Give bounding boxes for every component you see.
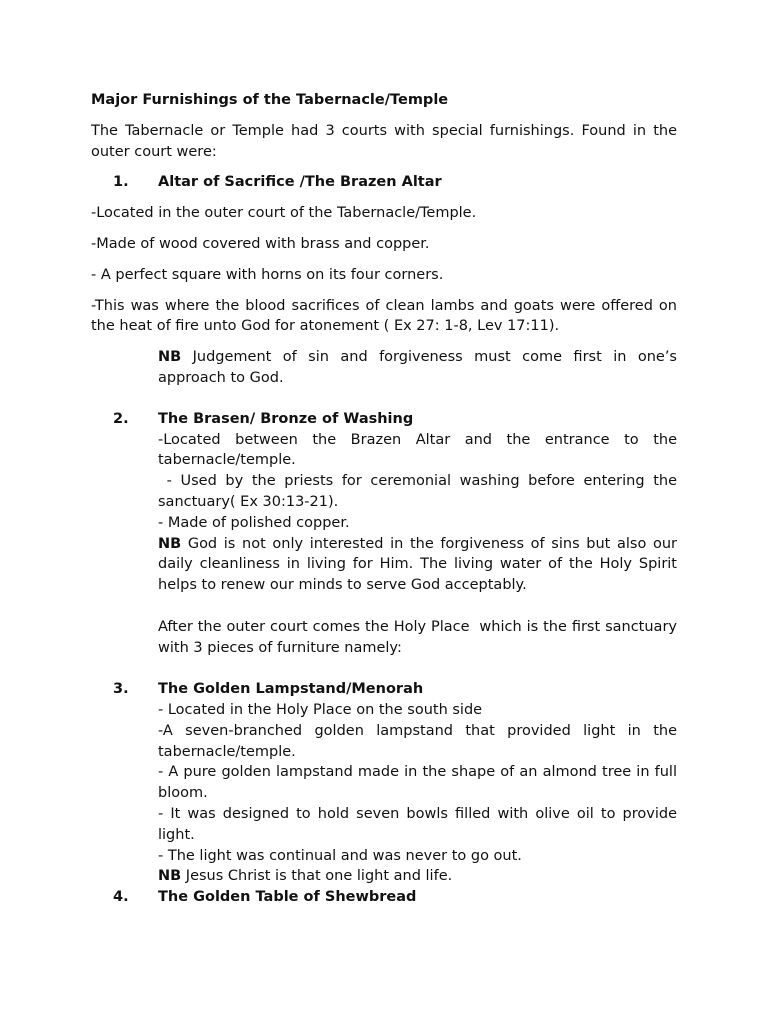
document-body — [91, 90, 682, 908]
item-3-line: - The light was continual and was never to go out. — [158, 847, 522, 864]
item-1-heading — [91, 172, 677, 193]
item-2-line: -Located between the Brazen Altar and the entrance to the tabernacle/temple. — [158, 431, 677, 469]
item-2-line: - Used by the priests for ceremonial washing before entering the sanctuary( Ex 30:13-21). — [158, 473, 682, 510]
item-title: Altar of Sacrifice /The Brazen Altar — [158, 174, 442, 191]
item-2-body — [91, 430, 682, 659]
item-3-line: - It was designed to hold seven bowls filled with olive oil to provide light. — [158, 805, 677, 843]
nb-text: God is not only interested in the forgiveness of sins but also our daily cleanliness in living for Him. The living water of the Holy Spirit helps to renew our minds to serve God acceptably. — [158, 535, 677, 594]
item-2-after: After the outer court comes the Holy Place which is the first sanctuary with 3 pieces of furniture namely: — [158, 618, 682, 656]
item-3-body — [91, 700, 677, 887]
item-3-line: - A pure golden lampstand made in the shape of an almond tree in full bloom. — [158, 764, 677, 802]
nb-label: NB — [158, 868, 182, 885]
item-2-line: - Made of polished copper. — [158, 514, 350, 531]
item-title: The Golden Lampstand/Menorah — [158, 681, 424, 698]
item-1-line: -Made of wood covered with brass and copper. — [91, 235, 430, 252]
nb-text: Judgement of sin and forgiveness must come first in one’s approach to God. — [158, 349, 677, 386]
intro-paragraph: The Tabernacle or Temple had 3 courts with special furnishings. Found in the outer court were: — [91, 122, 677, 160]
item-title: The Golden Table of Shewbread — [158, 889, 417, 906]
nb-label: NB — [158, 535, 182, 552]
item-number: 2. — [113, 410, 129, 427]
item-2-heading — [91, 409, 677, 430]
item-1-line: -Located in the outer court of the Tabernacle/Temple. — [91, 205, 477, 222]
item-1-note — [91, 347, 677, 389]
nb-label: NB — [158, 349, 182, 366]
item-number: 3. — [113, 681, 129, 698]
item-3-note — [158, 866, 677, 887]
item-number: 4. — [113, 889, 129, 906]
item-3-heading — [91, 679, 677, 700]
item-3-line: -A seven-branched golden lampstand that provided light in the tabernacle/temple. — [158, 722, 677, 760]
nb-text: Jesus Christ is that one light and life. — [181, 868, 453, 885]
document-title: Major Furnishings of the Tabernacle/Temple — [91, 92, 449, 108]
item-1-line: - A perfect square with horns on its four corners. — [91, 266, 444, 283]
item-1-line: -This was where the blood sacrifices of clean lambs and goats were offered on the heat of fire unto God for atonement ( Ex 27: 1-8, Lev 17:11). — [91, 297, 677, 335]
item-4-heading — [91, 887, 677, 908]
item-title: The Brasen/ Bronze of Washing — [158, 410, 414, 427]
item-2-note — [158, 534, 677, 596]
item-3-line: - Located in the Holy Place on the south side — [158, 701, 483, 718]
item-number: 1. — [113, 174, 129, 191]
